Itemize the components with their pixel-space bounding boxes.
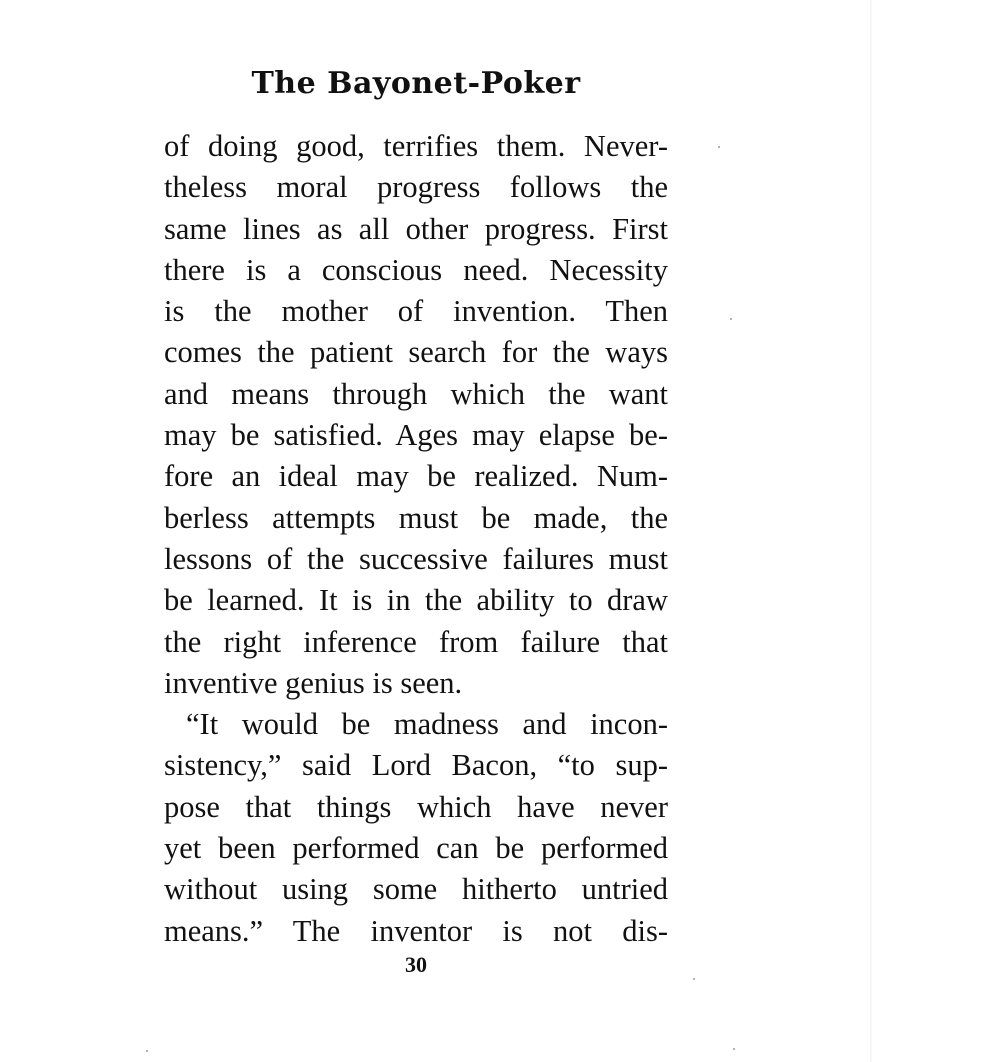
text-line: lessons of the successive failures must [164, 541, 668, 576]
text-line: yet been performed can be performed [164, 831, 668, 866]
scan-speck [730, 318, 732, 320]
text-line: of doing good, terrifies them. Never- [164, 129, 668, 163]
scan-speck [733, 1048, 735, 1050]
text-line: theless moral progress follows the [164, 170, 668, 205]
text-line: sistency,” said Lord Bacon, “to sup- [164, 748, 668, 783]
text-line: there is a conscious need. Necessity [164, 252, 668, 287]
text-line: the right inference from failure that [164, 624, 668, 659]
text-line: berless attempts must be made, the [164, 500, 668, 535]
text-line: comes the patient search for the ways [164, 335, 668, 370]
text-line: may be satisfied. Ages may elapse be- [164, 418, 668, 453]
text-line: and means through which the want [164, 376, 668, 411]
body-text [164, 126, 668, 952]
text-line: pose that things which have never [164, 789, 668, 824]
page-edge-shadow [870, 0, 872, 1062]
text-line: “It would be madness and incon- [186, 707, 668, 742]
page-number: 30 [405, 952, 427, 977]
text-line: means.” The inventor is not dis- [164, 913, 668, 948]
scan-speck [146, 1050, 148, 1052]
text-line: fore an ideal may be realized. Num- [164, 459, 668, 494]
running-head: The Bayonet-Poker [251, 66, 581, 101]
scan-speck [718, 146, 720, 148]
text-line: same lines as all other progress. First [164, 211, 668, 246]
scan-speck [693, 978, 695, 980]
text-line: is the mother of invention. Then [164, 294, 668, 329]
text-line: be learned. It is in the ability to draw [164, 583, 668, 618]
text-line: inventive genius is seen. [164, 665, 463, 700]
text-line: without using some hitherto untried [164, 872, 668, 907]
